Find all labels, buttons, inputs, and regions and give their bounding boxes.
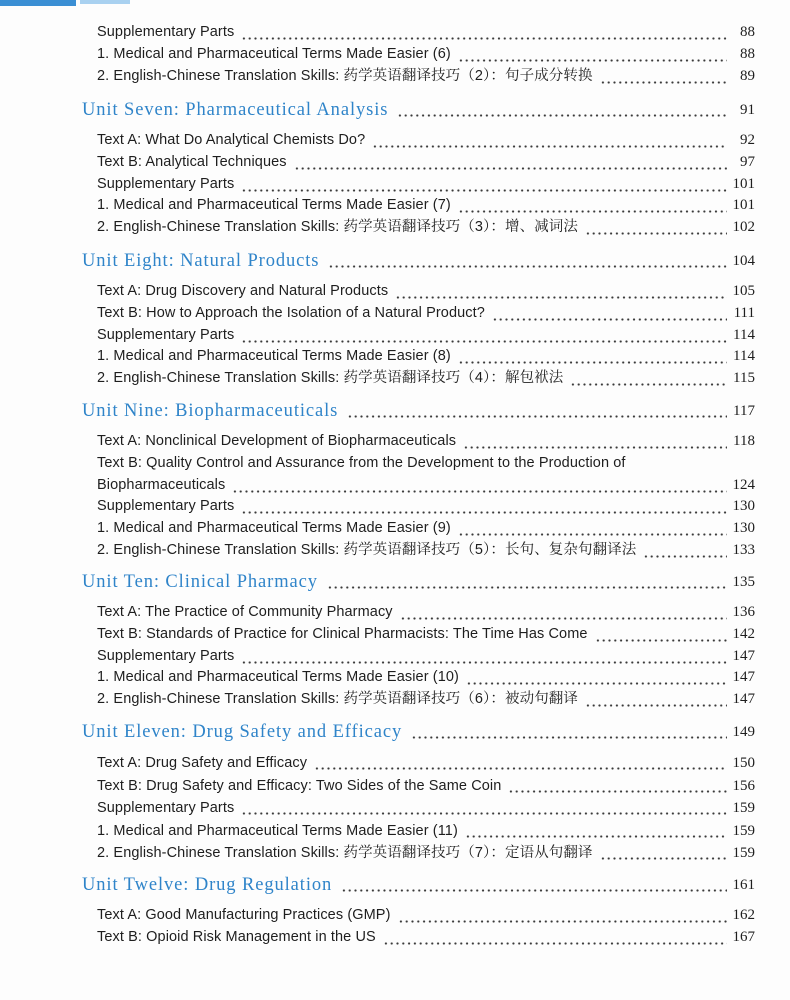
page-number: 130 <box>732 520 755 537</box>
page-number: 135 <box>732 574 755 590</box>
dot-leader <box>241 646 726 668</box>
entry-label: Supplementary Parts <box>97 647 235 664</box>
entry-label: Supplementary Parts <box>97 24 235 40</box>
toc-entry-text-b <box>97 152 755 174</box>
entry-label: 1. Medical and Pharmaceutical Terms Made Easier (7) <box>97 197 451 214</box>
page-number: 101 <box>732 175 755 192</box>
page-number: 162 <box>732 907 755 923</box>
page-number: 89 <box>740 67 755 84</box>
toc-unit-section <box>0 568 790 711</box>
entry-label: 2. English-Chinese Translation Skills: 药学英语翻译技巧（2）：句子成分转换 <box>97 67 593 84</box>
entry-label: 2. English-Chinese Translation Skills: 药学英语翻译技巧（4）：解包袱法 <box>97 370 564 387</box>
page-number: 150 <box>732 755 755 771</box>
page-number: 114 <box>733 326 755 343</box>
dot-leader <box>397 96 727 124</box>
toc-entry-translation-skills <box>97 540 755 562</box>
page-number: 114 <box>733 348 755 365</box>
unit-heading <box>82 397 755 425</box>
toc-entry-supplementary-parts <box>97 325 755 347</box>
page-number: 88 <box>740 24 755 40</box>
dot-leader <box>241 174 726 196</box>
dot-leader <box>463 431 727 453</box>
dot-leader <box>241 797 726 820</box>
entry-label-line <box>97 453 755 475</box>
unit-title: Unit Seven: Pharmaceutical Analysis <box>82 100 389 120</box>
dot-leader <box>347 397 727 425</box>
entry-label: Text A: Drug Safety and Efficacy <box>97 755 308 771</box>
toc-entry-supplementary-parts <box>97 646 755 668</box>
page-number: 142 <box>732 625 755 642</box>
dot-leader <box>508 775 726 798</box>
dot-leader <box>400 602 727 624</box>
toc-entry-supplementary-parts <box>97 797 755 820</box>
toc-entry-medical-terms <box>97 518 755 540</box>
unit-heading <box>82 247 755 275</box>
toc-unit-section <box>0 871 790 949</box>
entry-label: 1. Medical and Pharmaceutical Terms Made Easier (6) <box>97 45 451 62</box>
page-number: 105 <box>732 283 755 299</box>
page-number: 118 <box>733 433 755 449</box>
toc-entry-supplementary-parts <box>97 174 755 196</box>
dot-leader <box>372 130 727 152</box>
page-number: 102 <box>732 219 755 236</box>
toc-entry-medical-terms <box>97 346 755 368</box>
entry-label: 1. Medical and Pharmaceutical Terms Made Easier (9) <box>97 520 451 537</box>
toc-unit-section <box>0 96 790 239</box>
toc-entry-medical-terms <box>97 667 755 689</box>
toc-unit-section <box>0 247 790 390</box>
entry-label: Text A: Good Manufacturing Practices (GMP) <box>97 907 391 923</box>
unit-title: Unit Twelve: Drug Regulation <box>82 875 333 895</box>
entry-label: Text B: Opioid Risk Management in the US <box>97 928 376 945</box>
toc-entry-text-a <box>97 905 755 927</box>
dot-leader <box>458 195 727 217</box>
entry-label: Supplementary Parts <box>97 800 235 816</box>
dot-leader <box>328 247 726 275</box>
toc-entry-translation-skills <box>97 217 755 239</box>
page-number: 92 <box>740 132 755 148</box>
dot-leader <box>327 568 727 596</box>
toc-entry-medical-terms <box>97 195 755 217</box>
dot-leader <box>241 325 727 347</box>
toc-entry-translation-skills <box>97 368 755 390</box>
toc-unit-section <box>0 397 790 562</box>
page-number: 124 <box>732 476 755 493</box>
dot-leader <box>341 871 726 899</box>
unit-title: Unit Ten: Clinical Pharmacy <box>82 572 318 592</box>
page-number: 115 <box>733 370 755 387</box>
dot-leader <box>395 281 726 303</box>
page-number: 159 <box>732 845 755 861</box>
page-number: 159 <box>732 822 755 839</box>
dot-leader <box>294 152 727 174</box>
entry-label: 1. Medical and Pharmaceutical Terms Made Easier (8) <box>97 348 451 365</box>
toc-entry-text-a <box>97 281 755 303</box>
entry-label: 1. Medical and Pharmaceutical Terms Made Easier (11) <box>97 822 458 839</box>
unit-heading <box>82 718 755 746</box>
dot-leader <box>595 624 727 646</box>
unit-title: Unit Eleven: Drug Safety and Efficacy <box>82 722 403 742</box>
unit-heading <box>82 568 755 596</box>
dot-leader <box>241 496 726 518</box>
entry-label: Text A: Drug Discovery and Natural Products <box>97 283 389 299</box>
page-number: 159 <box>732 800 755 816</box>
unit-heading <box>82 871 755 899</box>
entry-label: Text B: How to Approach the Isolation of a Natural Product? <box>97 304 485 321</box>
page-number: 130 <box>732 498 755 515</box>
entry-label: Text B: Quality Control and Assurance from the Development to the Production of <box>97 454 626 471</box>
entry-label: Text B: Analytical Techniques <box>97 153 287 170</box>
toc-entry-text-b <box>97 775 755 798</box>
page-number: 117 <box>733 403 755 419</box>
dot-leader <box>458 518 727 540</box>
page-number: 147 <box>732 691 755 708</box>
toc-entry-medical-terms <box>97 44 755 66</box>
page-number: 161 <box>732 877 755 893</box>
page-number: 156 <box>732 777 755 794</box>
dot-leader <box>458 44 727 66</box>
toc-unit-section <box>0 718 790 865</box>
entry-label: Supplementary Parts <box>97 326 235 343</box>
toc-entry-text-b <box>97 927 755 949</box>
page-number: 111 <box>733 304 755 321</box>
page-number: 104 <box>732 253 755 269</box>
dot-leader <box>383 927 727 949</box>
dot-leader <box>465 820 727 843</box>
dot-leader <box>314 752 726 775</box>
page-number: 147 <box>732 669 755 686</box>
toc-entry-text-a <box>97 752 755 775</box>
toc-entry-text-a <box>97 130 755 152</box>
dot-leader <box>600 66 727 88</box>
unit-heading <box>82 96 755 124</box>
toc-continued-section <box>0 22 790 87</box>
page-number: 167 <box>732 928 755 945</box>
dot-leader <box>411 718 726 746</box>
entry-label: Biopharmaceuticals <box>97 476 226 493</box>
toc-entry-medical-terms <box>97 820 755 843</box>
toc-entry-text-a <box>97 602 755 624</box>
entry-label: Text A: What Do Analytical Chemists Do? <box>97 132 366 148</box>
toc-entry-supplementary-parts <box>97 496 755 518</box>
dot-leader <box>600 842 727 865</box>
toc-entry-translation-skills <box>97 842 755 865</box>
page-number: 97 <box>740 153 755 170</box>
entry-label: 2. English-Chinese Translation Skills: 药学英语翻译技巧（3）：增、减词法 <box>97 219 578 236</box>
entry-label: 2. English-Chinese Translation Skills: 药学英语翻译技巧（7）：定语从句翻译 <box>97 845 593 861</box>
dot-leader <box>585 217 727 239</box>
dot-leader <box>458 346 727 368</box>
entry-label: Supplementary Parts <box>97 175 235 192</box>
dot-leader <box>398 905 727 927</box>
toc-entry-supplementary-parts <box>97 22 755 44</box>
toc-entry-translation-skills <box>97 689 755 711</box>
dot-leader <box>570 368 727 390</box>
entry-label-line <box>97 475 755 497</box>
page-number: 133 <box>732 541 755 558</box>
entry-label: 1. Medical and Pharmaceutical Terms Made Easier (10) <box>97 669 459 686</box>
dot-leader <box>232 475 726 497</box>
page-number: 149 <box>732 724 755 740</box>
header-tab-light <box>80 0 130 4</box>
entry-label: Supplementary Parts <box>97 498 235 515</box>
toc-entry-text-b <box>97 303 755 325</box>
unit-title: Unit Eight: Natural Products <box>82 251 320 271</box>
dot-leader <box>466 667 727 689</box>
toc-entry-translation-skills <box>97 66 755 88</box>
page-number: 91 <box>740 102 755 118</box>
page-number: 136 <box>732 604 755 620</box>
header-tab-dark <box>0 0 76 6</box>
page-number: 147 <box>732 647 755 664</box>
entry-label: 2. English-Chinese Translation Skills: 药学英语翻译技巧（5）：长句、复杂句翻译法 <box>97 541 637 558</box>
dot-leader <box>643 540 726 562</box>
toc-entry-text-a <box>97 431 755 453</box>
page-number: 88 <box>740 45 755 62</box>
entry-label: Text B: Standards of Practice for Clinical Pharmacists: The Time Has Come <box>97 625 588 642</box>
unit-title: Unit Nine: Biopharmaceuticals <box>82 401 339 421</box>
entry-label: Text A: Nonclinical Development of Biopharmaceuticals <box>97 433 457 449</box>
entry-label: Text A: The Practice of Community Pharmacy <box>97 604 393 620</box>
entry-label: 2. English-Chinese Translation Skills: 药学英语翻译技巧（6）：被动句翻译 <box>97 691 578 708</box>
dot-leader <box>241 22 727 44</box>
dot-leader <box>492 303 727 325</box>
entry-label: Text B: Drug Safety and Efficacy: Two Sides of the Same Coin <box>97 777 502 794</box>
page-number: 101 <box>732 197 755 214</box>
toc-entry-text-b <box>97 624 755 646</box>
toc-entry-text-b <box>0 453 790 497</box>
dot-leader <box>585 689 727 711</box>
